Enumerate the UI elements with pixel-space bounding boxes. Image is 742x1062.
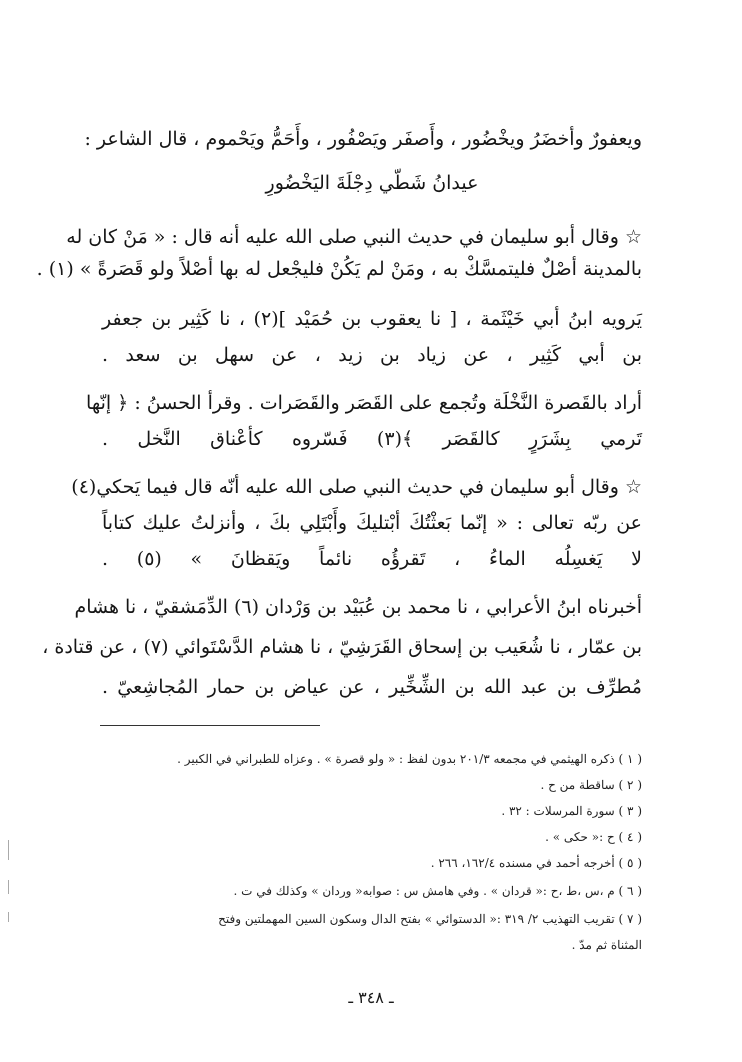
footnote-separator — [100, 725, 320, 726]
body-line-4: بالمدينة أصْلٌ فليتمسَّكْ به ، ومَنْ لم يَكُنْ فليجْعل له بها أصْلاً ولو قَصَرةً » (١) . — [36, 258, 642, 280]
footnote-6: ( ٦ ) م ،س ،ط ،ح :« قردان » . وفي هامش س : صوابه« وردان » وكذلك في ت . — [233, 884, 642, 898]
page-number: ـ ٣٤٨ ـ — [348, 988, 394, 1007]
body-line-1: ويعفورٌ وأخضَرُ ويخْضُور ، وأَصفَر ويَصْفُور ، وأَحَمُّ ويَحْموم ، قال الشاعر : — [84, 128, 642, 150]
body-line-10: عن ربّه تعالى : « إنّما بَعثْتُكَ أبْتليكَ وأَبْتَلِي بكَ ، وأنزلتُ عليك كتاباً — [102, 512, 642, 534]
scan-edge-mark — [8, 840, 9, 860]
footnote-7-continued: المثناة ثم مدّ . — [571, 938, 642, 952]
body-line-8: تَرمي بِشَرَرٍ كالقَصَر ﴾(٣) فَسّروه كأعْناق النَّخل . — [102, 428, 642, 450]
poem-verse: عيدانُ شَطّي دِجْلَةَ اليَخْضُورِ — [265, 172, 479, 194]
footnote-5: ( ٥ ) أخرجه أحمد في مسنده ١٦٢/٤، ٢٦٦ . — [430, 856, 642, 870]
footnote-7: ( ٧ ) تقريب التهذيب ٢/ ٣١٩ :« الدستوائي » بفتح الدال وسكون السين المهملتين وفتح — [218, 912, 642, 926]
body-line-11: لا يَغسِلُه الماءُ ، تَقرؤُه نائماً ويَقظانَ » (٥) . — [102, 548, 642, 570]
body-line-9: ☆ وقال أبو سليمان في حديث النبي صلى الله عليه أنّه قال فيما يَحكي(٤) — [71, 476, 642, 498]
scan-edge-mark — [8, 880, 9, 894]
body-line-6: بن أبي كَثِير ، عن زياد بن زيد ، عن سهل بن سعد . — [102, 344, 642, 366]
scan-edge-mark — [8, 912, 9, 922]
body-line-13: بن عمّار ، نا شُعَيب بن إسحاق القَرَشِيّ ، نا هشام الدَّسْتَوائي (٧) ، عن قتادة ، — [42, 636, 642, 658]
footnote-1: ( ١ ) ذكره الهيثمي في مجمعه ٢٠١/٣ بدون لفظ : « ولو قصرة » . وعزاه للطبراني في الكبير . — [177, 752, 642, 766]
footnote-2: ( ٢ ) ساقطة من ح . — [540, 778, 642, 792]
body-line-12: أخبرناه ابنُ الأعرابي ، نا محمد بن عُبَيْد بن وَرْدان (٦) الدِّمَشقيّ ، نا هشام — [74, 596, 642, 618]
footnote-3: ( ٣ ) سورة المرسلات : ٣٢ . — [501, 804, 642, 818]
footnote-4: ( ٤ ) ح :« حكى » . — [545, 830, 642, 844]
body-line-7: أراد بالقَصرة النَّخْلَة وتُجمع على القَصَر والقَصَرات . وقرأ الحسنُ : ﴿ إنّها — [86, 392, 642, 414]
body-line-3: ☆ وقال أبو سليمان في حديث النبي صلى الله عليه أنه قال : « مَنْ كان له — [66, 226, 642, 248]
body-line-5: يَرويه ابنُ أبي خَيْثَمة ، [ نا يعقوب بن حُمَيْد ](٢) ، نا كَثِير بن جعفر — [102, 308, 642, 330]
body-line-14: مُطرِّف بن عبد الله بن الشِّخِّير ، عن عياض بن حمار المُجاشِعيّ . — [102, 676, 642, 698]
